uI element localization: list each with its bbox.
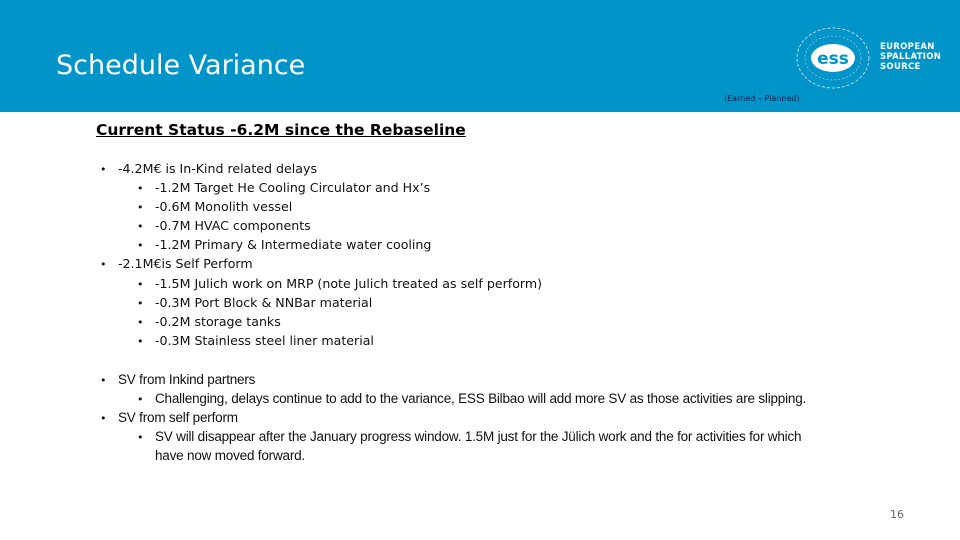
bullet-icon: •: [137, 239, 144, 252]
bullet-icon: •: [100, 258, 107, 271]
svg-text:ess: ess: [817, 49, 849, 69]
ess-logo: [795, 22, 955, 94]
list-item: Challenging, delays continue to add to the variance, ESS Bilbao will add more SV as those activities are slipping.: [155, 391, 807, 406]
bullet-icon: •: [100, 412, 107, 425]
list-item: -0.3M Port Block & NNBar material: [155, 295, 373, 310]
slide-title: Schedule Variance: [56, 50, 306, 81]
bullet-icon: •: [137, 220, 144, 233]
ess-logo-icon: [795, 22, 875, 94]
bullet-icon: •: [137, 297, 144, 310]
list-item: -2.1M€is Self Perform: [118, 256, 253, 271]
bullet-icon: •: [137, 431, 144, 444]
list-item: -0.2M storage tanks: [155, 314, 281, 329]
page-number: 16: [890, 508, 904, 521]
bullet-icon: •: [137, 393, 144, 406]
list-item: -1.2M Target He Cooling Circulator and Hx’s: [155, 180, 431, 195]
title-banner: [0, 0, 960, 112]
list-item: SV will disappear after the January progress window. 1.5M just for the Jülich work and the for activities for which: [155, 429, 802, 444]
list-item: -4.2M€ is In-Kind related delays: [118, 161, 318, 176]
list-item-continuation: have now moved forward.: [155, 448, 305, 463]
list-item: SV from Inkind partners: [118, 372, 256, 387]
list-item: -0.6M Monolith vessel: [155, 199, 293, 214]
status-heading: Current Status -6.2M since the Rebaseline: [96, 121, 466, 139]
bullet-icon: •: [137, 335, 144, 348]
list-item: -0.3M Stainless steel liner material: [155, 333, 374, 348]
bullet-icon: •: [137, 182, 144, 195]
list-item: -1.5M Julich work on MRP (note Julich treated as self perform): [155, 276, 543, 291]
formula-caption: (Earned – Planned): [724, 94, 800, 103]
bullet-icon: •: [100, 374, 107, 387]
bullet-icon: •: [137, 201, 144, 214]
list-item: -0.7M HVAC components: [155, 218, 311, 233]
list-item: -1.2M Primary & Intermediate water cooling: [155, 237, 432, 252]
bullet-icon: •: [137, 316, 144, 329]
list-item: SV from self perform: [118, 410, 238, 425]
bullet-icon: •: [137, 278, 144, 291]
bullet-icon: •: [100, 163, 107, 176]
logo-wordmark: EUROPEAN SPALLATION SOURCE: [880, 42, 942, 72]
